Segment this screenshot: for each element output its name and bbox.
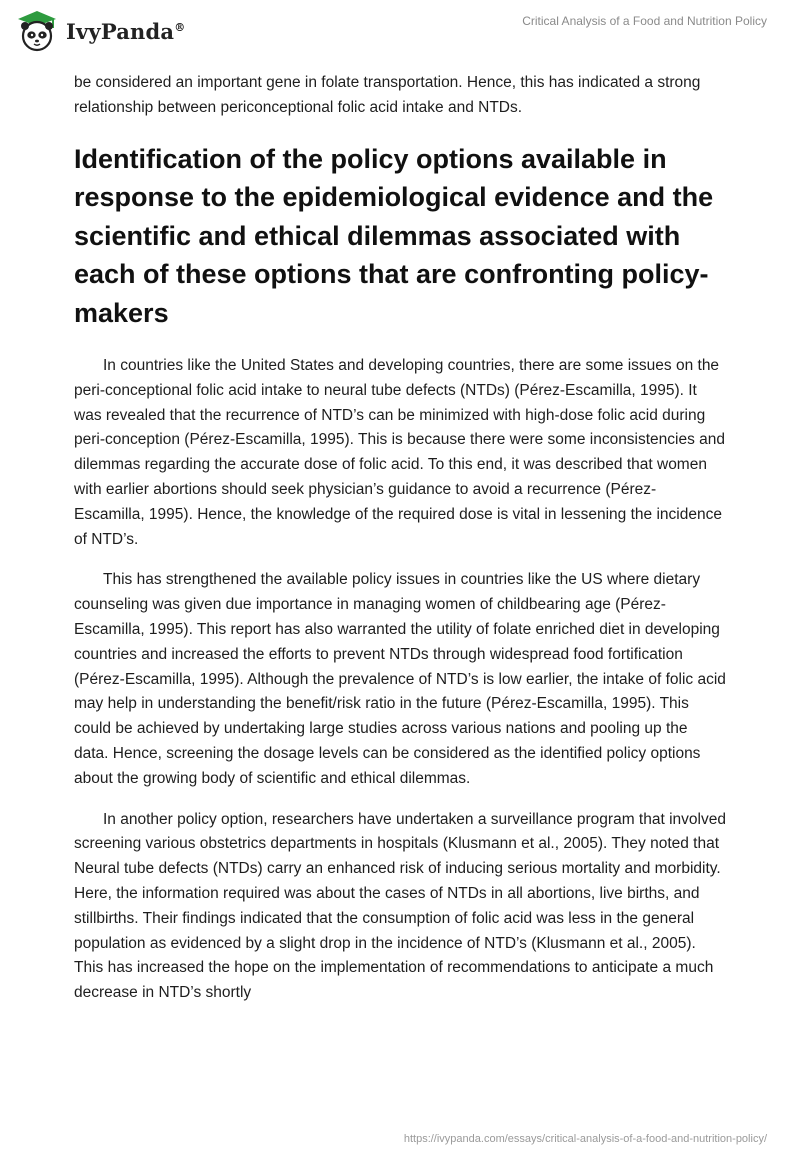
intro-paragraph: be considered an important gene in folate transportation. Hence, this has indicated a strong relationship between periconceptional folic acid intake and NTDs.	[74, 74, 701, 116]
section-heading: Identification of the policy options available in response to the epidemiological evidence and the scientific and ethical dilemmas associated with each of these options that are confronting policy-makers	[74, 143, 714, 328]
brand-name	[66, 19, 185, 44]
brand-name-text: IvyPanda	[66, 18, 175, 44]
running-title: Critical Analysis of a Food and Nutrition Policy	[522, 14, 767, 28]
registered-mark: ®	[174, 20, 186, 34]
page-header	[0, 0, 800, 70]
ivypanda-logo-link[interactable]	[14, 8, 185, 54]
panda-graduation-logo-icon	[14, 8, 60, 54]
body-paragraph-2: This has strengthened the available policy issues in countries like the US where dietary counseling was given due importance in managing women of childbearing age (Pérez-Escamilla, 1995). This report has also warranted the utility of folate enriched diet in developing countries and increased the efforts to prevent NTDs through widespread food fortification (Pérez-Escamilla, 1995). Although the prevalence of NTD’s is low earlier, the intake of folic acid may help in understanding the benefit/risk ratio in the future (Pérez-Escamilla, 1995). This could be achieved by undertaking large studies across various nations and pooling up the data. Hence, screening the dosage levels can be considered as the identified policy options about the growing body of scientific and ethical dilemmas.	[74, 571, 726, 787]
footer-url-link[interactable]: https://ivypanda.com/essays/critical-analysis-of-a-food-and-nutrition-policy/	[403, 1133, 767, 1145]
essay-body	[74, 71, 726, 1006]
body-paragraph-3: In another policy option, researchers have undertaken a surveillance program that involved screening various obstetrics departments in hospitals (Klusmann et al., 2005). They noted that Neural tube defects (NTDs) carry an enhanced risk of inducing serious mortality and morbidity. Here, the information required was about the cases of NTDs in all abortions, live births, and stillbirths. Their findings indicated that the consumption of folic acid was less in the general population as evidenced by a slight drop in the incidence of NTD’s (Klusmann et al., 2005). This has increased the hope on the implementation of recommendations to anticipate a much decrease in NTD’s shortly	[74, 810, 726, 1002]
body-paragraph-1: In countries like the United States and developing countries, there are some issues on the peri-conceptional folic acid intake to neural tube defects (NTDs) (Pérez-Escamilla, 1995). It was revealed that the recurrence of NTD’s can be minimized with high-dose folic acid during peri-conception (Pérez-Escamilla, 1995). This is because there were some inconsistencies and dilemmas regarding the accurate dose of folic acid. To this end, it was described that women with earlier abortions should seek physician’s guidance to avoid a recurrence (Pérez-Escamilla, 1995). Hence, the knowledge of the required dose is vital in lessening the incidence of NTD’s.	[74, 357, 726, 548]
